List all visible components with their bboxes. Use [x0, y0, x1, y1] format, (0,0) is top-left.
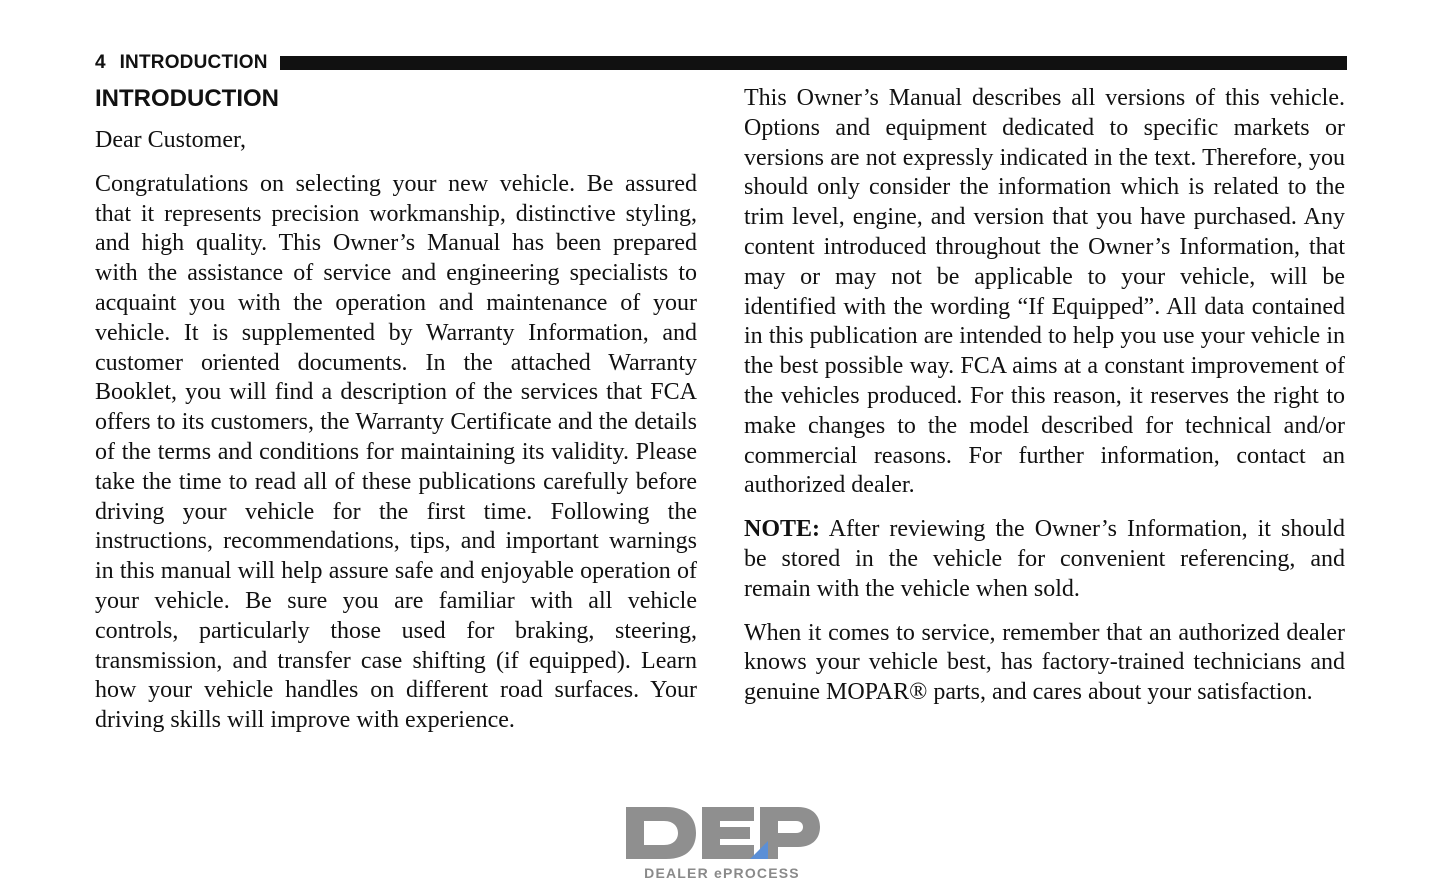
logo-subtitle: DEALER ePROCESS [644, 865, 800, 881]
greeting: Dear Customer, [95, 127, 246, 153]
section-title: INTRODUCTION [95, 85, 279, 112]
left-column [95, 84, 697, 750]
page-number: 4 [95, 52, 106, 73]
header-rule [280, 56, 1347, 70]
intro-paragraph: Congratulations on selecting your new vehicle. Be assured that it represents precision workmanship, distinctive styling, and high quality. This Owner’s Manual has been prepared with the assistance of service and engineering specialists to acquaint you with the operation and maintenance of your vehicle. It is supplemented by Warranty Information, and customer oriented documents. In the attached Warranty Booklet, you will find a description of the services that FCA offers to its customers, the Warranty Certificate and the details of the terms and conditions for maintaining its validity. Please take the time to read all of these publications carefully before driving your vehicle for the first time. Following the instructions, recommendations, tips, and important warnings in this manual will help assure safe and enjoyable operation of your vehicle. Be sure you are familiar with all vehicle controls, particularly those used for braking, steering, transmission, and transfer case shifting (if equipped). Learn how your vehicle handles on different road surfaces. Your driving skills will improve with experience. [95, 170, 697, 734]
dealer-eprocess-logo [622, 801, 822, 887]
dep-logo-mark [622, 801, 822, 865]
running-header-title: INTRODUCTION [119, 52, 268, 73]
note-label: NOTE: [744, 516, 821, 543]
note-text: After reviewing the Owner’s Information, it should be stored in the vehicle for convenient referencing, and remain with the vehicle when sold. [744, 516, 1345, 602]
right-column [744, 84, 1345, 722]
page-header [95, 50, 1347, 76]
note-paragraph [744, 515, 1345, 604]
service-paragraph: When it comes to service, remember that an authorized dealer knows your vehicle best, has factory-trained technicians and genuine MOPAR® parts, and cares about your satisfaction. [744, 619, 1345, 706]
versions-paragraph: This Owner’s Manual describes all versions of this vehicle. Options and equipment dedicated to specific markets or versions are not expressly indicated in the text. Therefore, you should only consider the information which is related to the trim level, engine, and version that you have purchased. Any content introduced throughout the Owner’s Information, that may or may not be applicable to your vehicle, will be identified with the wording “If Equipped”. All data contained in this publication are intended to help you use your vehicle in the best possible way. FCA aims at a constant improvement of the vehicles produced. For this reason, it reserves the right to make changes to the model described for technical and/or commercial reasons. For further information, contact an authorized dealer. [744, 85, 1345, 499]
